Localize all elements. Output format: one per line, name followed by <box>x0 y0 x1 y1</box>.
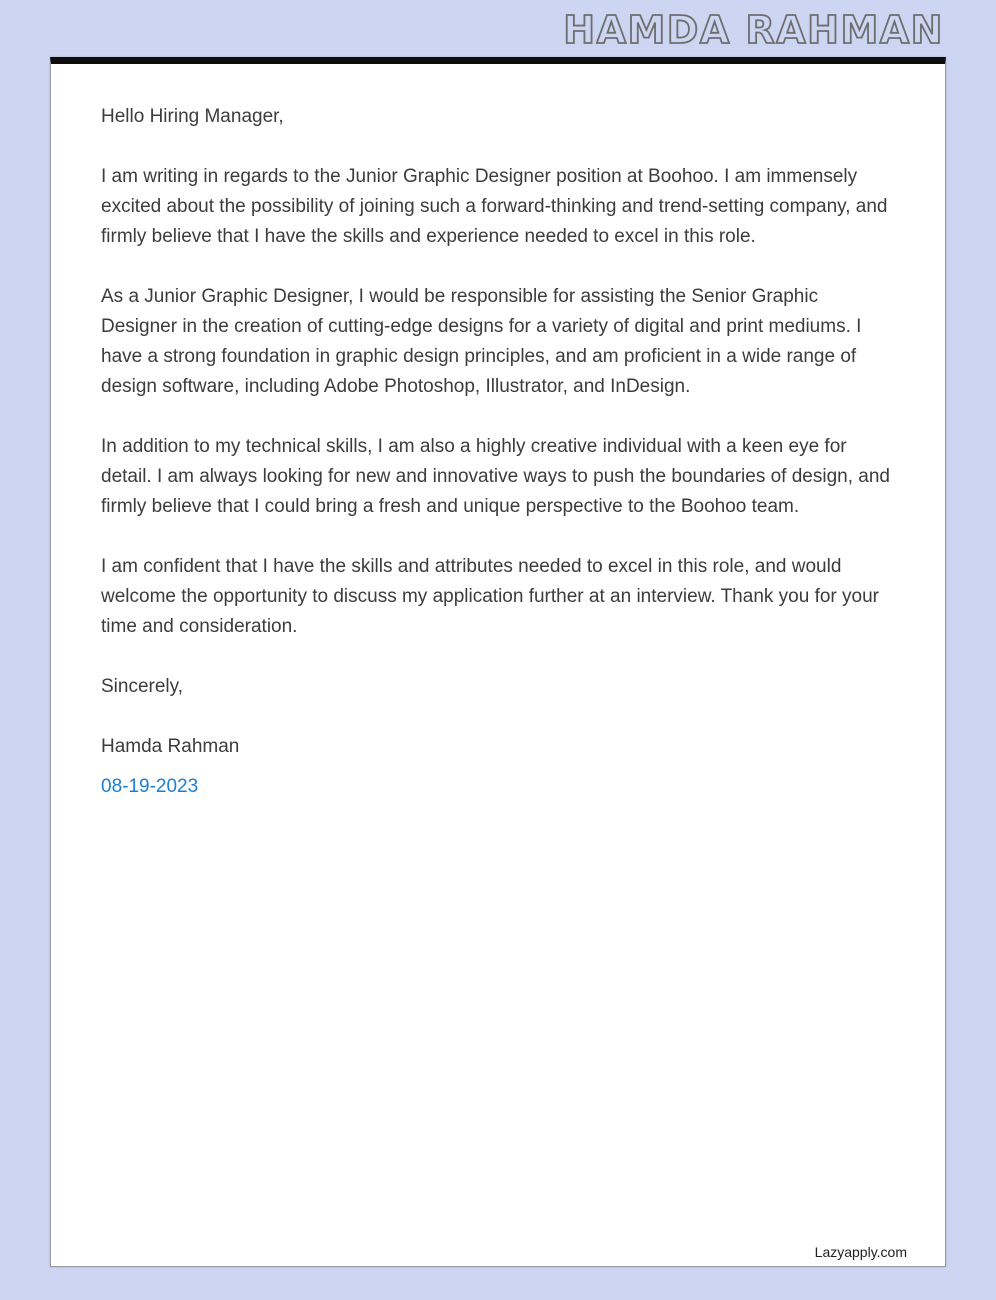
page-header <box>563 10 944 52</box>
paragraph-closing-statement: I am confident that I have the skills and attributes needed to excel in this role, and would welcome the opportunity to discuss my application further at an interview. Thank you for your time and consideration. <box>101 556 879 637</box>
signature-name: Hamda Rahman <box>101 736 240 757</box>
letter-date: 08-19-2023 <box>101 776 199 797</box>
letter-content <box>51 64 945 802</box>
paragraph-creativity: In addition to my technical skills, I am also a highly creative individual with a keen eye for detail. I am always looking for new and innovative ways to push the boundaries of design, and firmly believe that I could bring a fresh and unique perspective to the Boohoo team. <box>101 436 890 517</box>
paragraph-responsibilities: As a Junior Graphic Designer, I would be responsible for assisting the Senior Graphic Designer in the creation of cutting-edge designs for a variety of digital and print mediums. I have a strong foundation in graphic design principles, and am proficient in a wide range of design software, including Adobe Photoshop, Illustrator, and InDesign. <box>101 286 862 397</box>
greeting: Hello Hiring Manager, <box>101 106 284 127</box>
closing-salutation: Sincerely, <box>101 676 184 697</box>
applicant-name-header: HAMDA RAHMAN <box>563 8 944 52</box>
letter-page <box>50 57 946 1267</box>
paragraph-intro: I am writing in regards to the Junior Graphic Designer position at Boohoo. I am immensely excited about the possibility of joining such a forward-thinking and trend-setting company, and firmly believe that I have the skills and experience needed to excel in this role. <box>101 166 888 247</box>
footer-brand: Lazyapply.com <box>814 1244 907 1260</box>
